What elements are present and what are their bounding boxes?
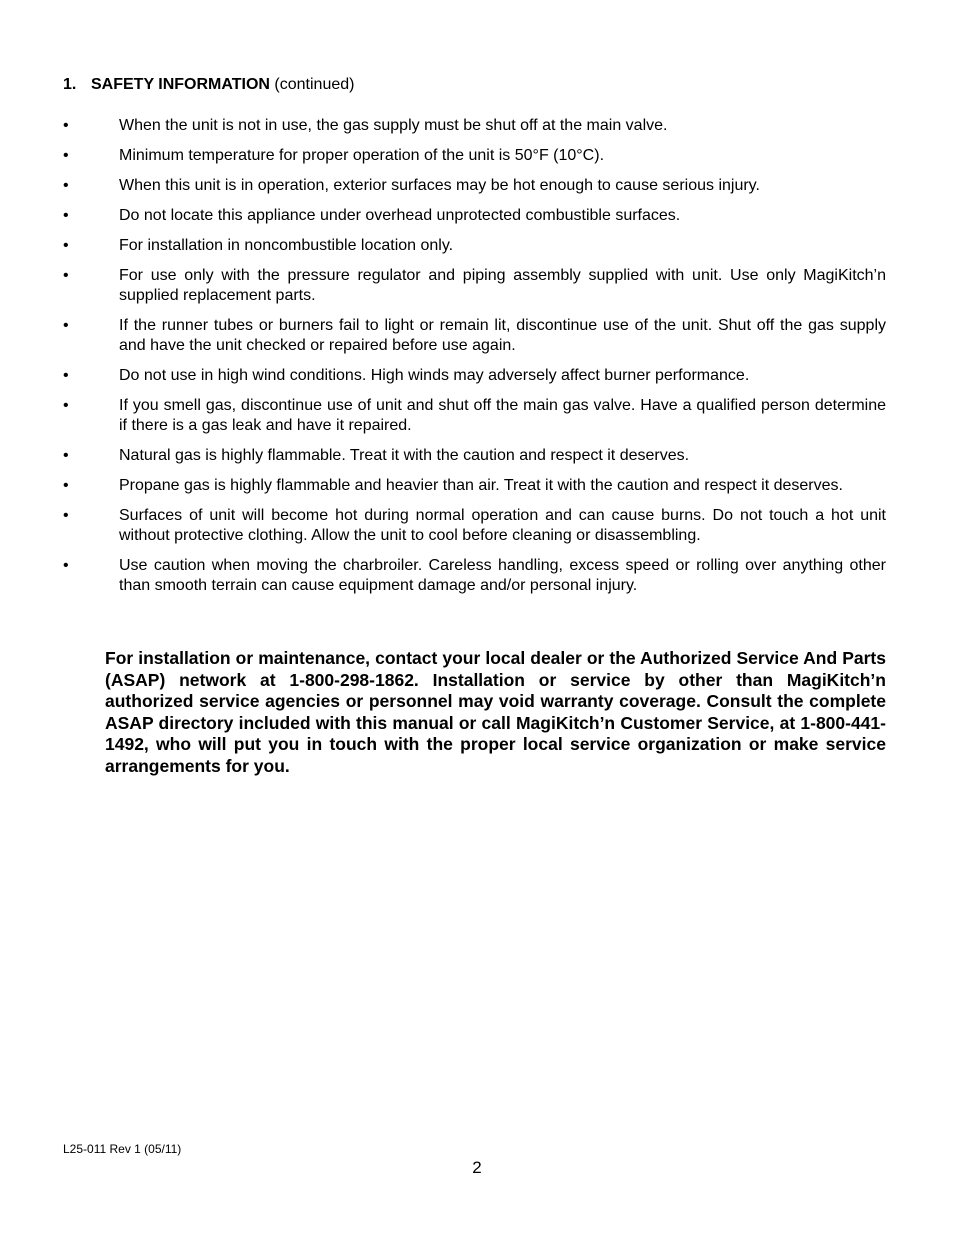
list-item [63,506,886,546]
bullet-text: Use caution when moving the charbroiler. Careless handling, excess speed or rolling over anything other than smooth terrain can cause equipment damage and/or personal injury. [119,557,886,594]
list-item [63,236,886,256]
section-suffix: (continued) [274,76,355,93]
bullet-text: Natural gas is highly flammable. Treat it with the caution and respect it deserves. [119,447,690,464]
bullet-icon: • [63,117,69,134]
list-item [63,146,886,166]
list-item [63,116,886,136]
bullet-icon: • [63,397,69,414]
bullet-text: For use only with the pressure regulator and piping assembly supplied with unit. Use only MagiKitch’n supplied replacement parts. [119,267,886,304]
bullet-text: When the unit is not in use, the gas supply must be shut off at the main valve. [119,117,668,134]
list-item [63,556,886,596]
list-item [63,176,886,196]
list-item [63,266,886,306]
bullet-icon: • [63,447,69,464]
bullet-icon: • [63,177,69,194]
bullet-icon: • [63,237,69,254]
bullet-icon: • [63,317,69,334]
bullet-text: Surfaces of unit will become hot during normal operation and can cause burns. Do not touch a hot unit without protective clothing. Allow the unit to cool before cleaning or disassembling. [119,507,886,544]
list-item [63,396,886,436]
list-item [63,476,886,496]
bullet-icon: • [63,557,69,574]
bullet-icon: • [63,507,69,524]
section-heading [63,75,354,95]
bullet-text: For installation in noncombustible location only. [119,237,454,254]
bullet-text: If you smell gas, discontinue use of unit and shut off the main gas valve. Have a qualified person determine if there is a gas leak and have it repaired. [119,397,886,434]
page-number: 2 [472,1158,482,1177]
list-item [63,206,886,226]
bullet-icon: • [63,207,69,224]
list-item [63,366,886,386]
list-item [63,446,886,466]
bullet-text: Minimum temperature for proper operation of the unit is 50°F (10°C). [119,147,605,164]
bullet-text: If the runner tubes or burners fail to light or remain lit, discontinue use of the unit. Shut off the gas supply and have the unit checked or repaired before use again. [119,317,886,354]
safety-bullet-list [63,116,886,606]
bullet-icon: • [63,367,69,384]
section-number: 1. [63,76,77,93]
bullet-text: Do not use in high wind conditions. High winds may adversely affect burner performance. [119,367,750,384]
bullet-text: Do not locate this appliance under overhead unprotected combustible surfaces. [119,207,681,224]
bullet-text: When this unit is in operation, exterior surfaces may be hot enough to cause serious injury. [119,177,760,194]
bullet-icon: • [63,477,69,494]
section-title: SAFETY INFORMATION [91,76,270,93]
service-notice: For installation or maintenance, contact your local dealer or the Authorized Service And Parts (ASAP) network at 1-800-298-1862. Installation or service by other than MagiKitch’n authorized service agencies or personnel may void warranty coverage. Consult the complete ASAP directory included with this manual or call MagiKitch’n Customer Service, at 1-800-441-1492, who will put you in touch with the proper local service organization or make service arrangements for you. [105,648,886,776]
document-code: L25-011 Rev 1 (05/11) [63,1142,182,1156]
bullet-text: Propane gas is highly flammable and heavier than air. Treat it with the caution and respect it deserves. [119,477,843,494]
list-item [63,316,886,356]
bullet-icon: • [63,147,69,164]
bullet-icon: • [63,267,69,284]
